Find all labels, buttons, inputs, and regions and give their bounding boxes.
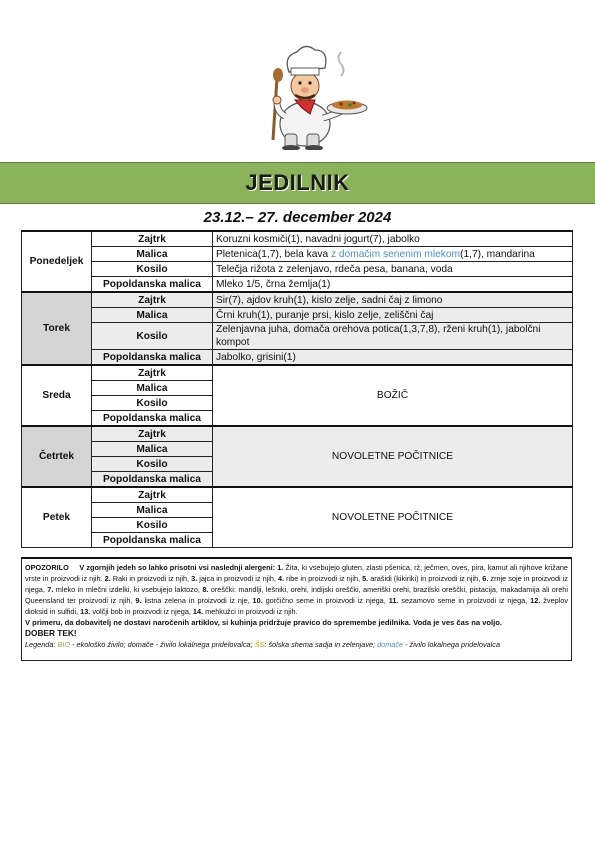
meal-label: Zajtrk [92,231,213,247]
meal-label: Malica [92,381,213,396]
chef-logo [255,38,370,150]
meal-label: Kosilo [92,396,213,411]
allergen-text: Žita, ki vsebujejo gluten, zlasti pšenica, rž, ječmen, oves, pira, kamut ali njihove križane vrste in proizvodi iz njih. [25,563,568,583]
allergen-number: 2. [102,574,111,583]
allergen-number: 14. [190,607,204,616]
table-row [22,308,573,323]
meal-description: Zelenjavna juha, domača orehova potica(1,3,7,8), rženi kruh(1), jabolčni kompot [213,323,573,350]
title-banner [0,162,595,204]
allergen-text: sezamovo seme in proizvodi iz njega, [398,596,528,605]
allergen-number: 12. [527,596,541,605]
day-label: Četrtek [22,426,92,487]
meal-description: Koruzni kosmiči(1), navadni jogurt(7), jabolko [213,231,573,247]
meal-label: Popoldanska malica [92,411,213,427]
allergen-text: volčji bob in proizvodi iz njega, [90,607,191,616]
menu-table [21,230,573,548]
meal-label: Zajtrk [92,292,213,308]
legend-bio: BIO [57,640,71,649]
meal-text: (1,7), mandarina [460,248,535,260]
table-row [22,247,573,262]
table-row [22,365,573,381]
allergen-text: žveplov dioksid in sulfidi, [25,596,569,616]
day-label: Sreda [22,365,92,426]
meal-label: Popoldanska malica [92,533,213,548]
allergen-number: 9. [132,596,142,605]
allergen-number: 4. [275,574,285,583]
table-row [22,292,573,308]
meal-label: Popoldanska malica [92,350,213,366]
holiday-note: NOVOLETNE POČITNICE [213,426,573,487]
meal-label: Zajtrk [92,487,213,503]
meal-label: Zajtrk [92,426,213,442]
allergen-number: 10. [249,596,263,605]
date-range: 23.12.– 27. december 2024 [203,209,392,226]
meal-label: Malica [92,247,213,262]
meal-description: Telečja rižota z zelenjavo, rdeča pesa, banana, voda [213,262,573,277]
allergen-text: jajca in proizvodi iz njih, [197,574,276,583]
warning-heading: OPOZORILO [25,563,69,572]
legend-bio-text: - ekološko živilo; domače - živilo lokalnega pridelovalca; [70,640,255,649]
meal-label: Kosilo [92,518,213,533]
meal-label: Malica [92,503,213,518]
table-row [22,487,573,503]
allergen-number: 1. [275,563,284,572]
legend-ss: ŠS [254,640,265,649]
warning-intro: V zgornjih jedeh so lahko prisotni vsi naslednji alergeni: [79,563,276,572]
table-row [22,350,573,366]
local-product-highlight: z domačim senenim mlekom [330,248,461,260]
table-row [22,231,573,247]
meal-description [213,247,573,262]
allergen-number: 11. [385,596,399,605]
holiday-note: BOŽIČ [213,365,573,426]
allergen-text: arašidi (kikiriki) in proizvodi iz njih, [368,574,481,583]
allergen-text: gorčično seme in proizvodi iz njega, [262,596,386,605]
meal-label: Popoldanska malica [92,472,213,488]
meal-description: Mleko 1/5, črna žemlja(1) [213,277,573,293]
legend-local-text: - živilo lokalnega pridelovalca [403,640,500,649]
allergen-text: Raki in proizvodi iz njih, [110,574,190,583]
legend-label: Legenda: [25,640,56,649]
goodbye-text: DOBER TEK! [25,628,77,638]
meal-text: Pletenica(1,7), bela kava [216,248,331,260]
allergen-number: 5. [360,574,369,583]
allergen-number: 13. [78,607,91,616]
meal-label: Malica [92,308,213,323]
table-row [22,426,573,442]
allergen-number: 6. [480,574,489,583]
allergen-number: 8. [199,585,209,594]
day-label: Ponedeljek [22,231,92,292]
legend-ss-text: : šolska shema sadja in zelenjave; [264,640,378,649]
day-label: Petek [22,487,92,548]
meal-label: Kosilo [92,262,213,277]
allergen-text: oreščki: mandlji, lešniki, orehi, indijski oreščki, ameriški orehi, brazilski oreščki, pistacija, makadamija ali orehi Queensland ter proizvodi iz njih, [25,585,568,605]
meal-label: Zajtrk [92,365,213,381]
legend-local: domače [377,640,404,649]
allergen-text: mleko in mlečni izdelki, ki vsebujejo laktozo, [53,585,200,594]
meal-label: Malica [92,442,213,457]
meal-description: Jabolko, grisini(1) [213,350,573,366]
change-notice: V primeru, da dobavitelj ne dostavi naročenih artiklov, si kuhinja pridržuje pravico do spremembe jedilnika. Voda je ves čas na voljo. [25,618,503,627]
allergen-notes [21,557,572,661]
allergen-text: listna zelena in proizvodi iz nje, [141,596,250,605]
meal-description: Sir(7), ajdov kruh(1), kislo zelje, sadni čaj z limono [213,292,573,308]
allergen-number: 3. [189,574,198,583]
allergen-paragraph [25,562,568,617]
page-title: JEDILNIK [245,170,350,195]
allergen-text: ribe in proizvodi iz njih, [284,574,361,583]
meal-label: Kosilo [92,323,213,350]
legend [25,639,568,650]
meal-label: Popoldanska malica [92,277,213,293]
meal-label: Kosilo [92,457,213,472]
allergen-text: zrnje soje in proizvodi iz njega, [25,574,568,594]
holiday-note: NOVOLETNE POČITNICE [213,487,573,548]
meal-description: Črni kruh(1), puranje prsi, kislo zelje, zeliščni čaj [213,308,573,323]
allergen-number: 7. [44,585,54,594]
table-row [22,323,573,350]
day-label: Torek [22,292,92,365]
table-row [22,262,573,277]
table-row [22,277,573,293]
allergen-text: mehkužci in proizvodi iz njih. [203,607,298,616]
